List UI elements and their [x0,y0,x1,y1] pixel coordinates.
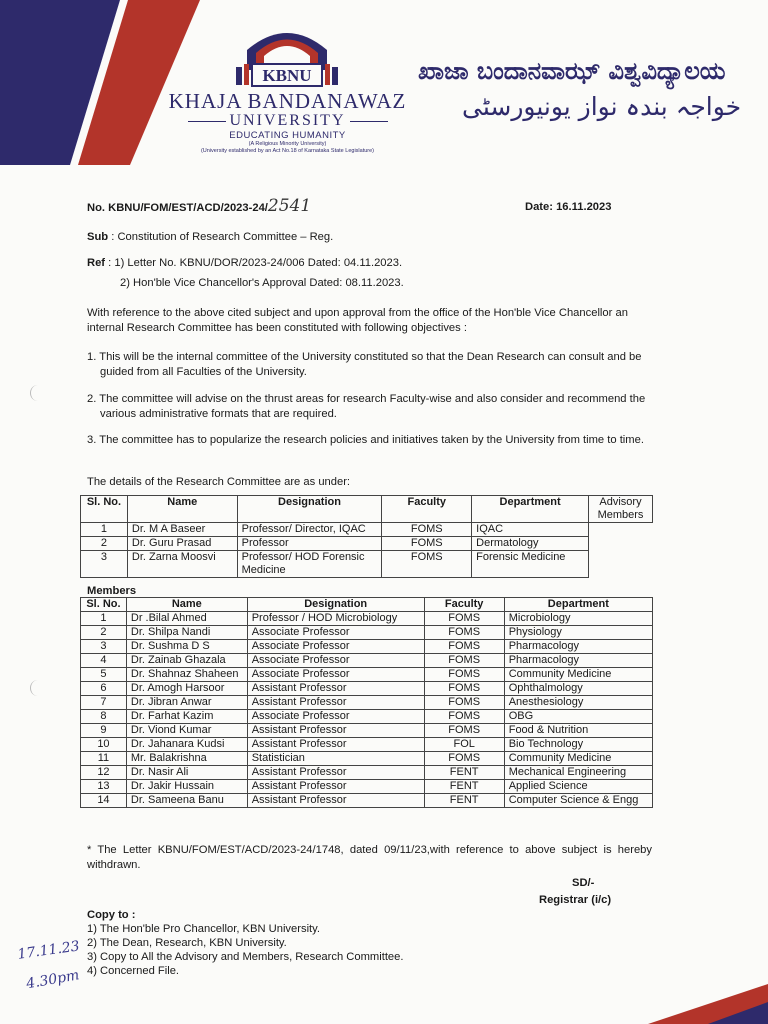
cell-faculty: FOMS [382,537,472,551]
col-sl-no: Sl. No. [81,496,128,523]
cell-sl-no: 3 [81,551,128,578]
col-department: Department [472,496,589,523]
urdu-name: خواجہ بندہ نواز یونیورسٹی [462,92,742,121]
details-intro: The details of the Research Committee are as under: [87,476,351,488]
cell-sl-no: 2 [81,626,127,640]
subject-line [87,230,333,244]
withdrawn-note: * The Letter KBNU/FOM/EST/ACD/2023-24/1748, dated 09/11/23,with reference to above subject is hereby withdrawn. [87,844,652,871]
table-row [81,696,653,710]
cell-department: Mechanical Engineering [504,766,652,780]
establishment-note: (University established by an Act No.18 of Karnataka State Legislature) [200,148,375,154]
logo-text: KBNU [262,66,312,85]
members-caption: Members [87,585,137,597]
cell-faculty: FOMS [382,551,472,578]
cell-sl-no: 3 [81,640,127,654]
cell-name: Dr. Shilpa Nandi [126,626,247,640]
cell-designation: Associate Professor [247,626,424,640]
kannada-name: ಖಾಜಾ ಬಂದಾನವಾಝ್ ವಿಶ್ವವಿದ್ಯಾಲಯ [418,57,726,85]
cell-faculty: FOMS [424,668,504,682]
cell-sl-no: 1 [81,612,127,626]
table-row [81,640,653,654]
cell-department: Applied Science [504,780,652,794]
table-row [81,626,653,640]
cell-department: Pharmacology [504,654,652,668]
cell-name: Dr. Jahanara Kudsi [126,738,247,752]
cell-department: Anesthesiology [504,696,652,710]
cell-designation: Assistant Professor [247,724,424,738]
cell-sl-no: 1 [81,523,128,537]
copy-to-item: 3) Copy to All the Advisory and Members, Research Committee. [87,951,404,963]
cell-sl-no: 2 [81,537,128,551]
cell-designation: Assistant Professor [247,738,424,752]
cell-department: Forensic Medicine [472,551,589,578]
table-row [81,780,653,794]
cell-name: Dr. Nasir Ali [126,766,247,780]
col-name: Name [126,598,247,612]
cell-name: Dr. Zainab Ghazala [126,654,247,668]
cell-faculty: FOMS [424,654,504,668]
cell-name: Dr. Zarna Moosvi [127,551,237,578]
copy-to-item: 2) The Dean, Research, KBN University. [87,937,287,949]
table-row [81,551,653,578]
cell-name: Dr .Bilal Ahmed [126,612,247,626]
objective-3: 3. The committee has to popularize the research policies and initiatives taken by the University from time to time. [87,434,644,446]
cell-faculty: FOMS [424,724,504,738]
intro-paragraph: With reference to the above cited subject and upon approval from the office of the Hon'ble Vice Chancellor an internal Research Committee has been constituted with following objectives : [87,307,628,334]
cell-sl-no: 4 [81,654,127,668]
cell-faculty: FOMS [424,752,504,766]
advisory-table [80,495,653,578]
cell-name: Dr. Viond Kumar [126,724,247,738]
cell-sl-no: 13 [81,780,127,794]
cell-department: Bio Technology [504,738,652,752]
cell-faculty: FOL [424,738,504,752]
cell-name: Dr. Shahnaz Shaheen [126,668,247,682]
corner-decoration-bottom [608,984,768,1024]
table-row [81,752,653,766]
table-row [81,724,653,738]
motto: EDUCATING HUMANITY [229,130,346,141]
letter-number-label: No. KBNU/FOM/EST/ACD/2023-24/ [87,202,268,214]
cell-name: Mr. Balakrishna [126,752,247,766]
cell-department: Community Medicine [504,752,652,766]
cell-department: Dermatology [472,537,589,551]
cell-department: Ophthalmology [504,682,652,696]
cell-faculty: FENT [424,780,504,794]
cell-designation: Professor/ Director, IQAC [237,523,382,537]
table-row [81,682,653,696]
cell-department: Computer Science & Engg [504,794,652,808]
cell-sl-no: 11 [81,752,127,766]
university-name: KHAJA BANDANAWAZ [168,89,407,113]
letter-date: Date: 16.11.2023 [525,201,612,213]
handwritten-date: 17.11.23 [16,938,81,963]
cell-faculty: FOMS [424,696,504,710]
col-designation: Designation [237,496,382,523]
table-row [81,654,653,668]
col-sl-no: Sl. No. [81,598,127,612]
cell-faculty: FENT [424,794,504,808]
members-header-row [81,598,653,612]
registrar-signature: Registrar (i/c) [539,894,612,906]
reference-line-1 [87,256,402,270]
university-word-line [165,112,410,130]
reference-1: : 1) Letter No. KBNU/DOR/2023-24/006 Dated: 04.11.2023. [108,257,403,269]
cell-faculty: FOMS [424,626,504,640]
cell-sl-no: 10 [81,738,127,752]
cell-sl-no: 6 [81,682,127,696]
kbnu-logo [232,20,342,92]
cell-name: Dr. Jibran Anwar [126,696,247,710]
col-designation: Designation [247,598,424,612]
university-word: UNIVERSITY [229,112,346,129]
cell-faculty: FENT [424,766,504,780]
cell-faculty: FOMS [424,612,504,626]
table-row [81,738,653,752]
members-table [80,597,653,808]
cell-designation: Statistician [247,752,424,766]
cell-designation: Assistant Professor [247,696,424,710]
minority-note: (A Religious Minority University) [248,141,327,147]
punch-hole-mark [30,680,45,696]
cell-faculty: FOMS [382,523,472,537]
cell-sl-no: 8 [81,710,127,724]
cell-designation: Professor / HOD Microbiology [247,612,424,626]
subject-text: : Constitution of Research Committee – Reg. [111,231,334,243]
cell-designation: Assistant Professor [247,766,424,780]
col-name: Name [127,496,237,523]
sd-mark: SD/- [572,877,595,889]
cell-designation: Associate Professor [247,654,424,668]
cell-designation: Associate Professor [247,710,424,724]
objective-1: 1. This will be the internal committee of the University constituted so that the Dean Research can consult and be guided from all Faculties of the University. [87,351,642,378]
col-department: Department [504,598,652,612]
cell-sl-no: 9 [81,724,127,738]
advisory-members-label: Advisory Members [588,496,652,523]
copy-to-label: Copy to : [87,909,136,921]
cell-department: Pharmacology [504,640,652,654]
cell-designation: Assistant Professor [247,794,424,808]
cell-name: Dr. Sameena Banu [126,794,247,808]
cell-designation: Associate Professor [247,668,424,682]
cell-sl-no: 7 [81,696,127,710]
table-row [81,794,653,808]
cell-department: Community Medicine [504,668,652,682]
objective-2: 2. The committee will advise on the thrust areas for research Faculty-wise and also consider and recommend the various administrative formats that are required. [87,393,646,420]
cell-sl-no: 5 [81,668,127,682]
cell-name: Dr. Jakir Hussain [126,780,247,794]
cell-faculty: FOMS [424,710,504,724]
col-faculty: Faculty [424,598,504,612]
reference-label: Ref [87,257,106,269]
cell-designation: Associate Professor [247,640,424,654]
cell-sl-no: 14 [81,794,127,808]
cell-name: Dr. Amogh Harsoor [126,682,247,696]
cell-department: Food & Nutrition [504,724,652,738]
table-row [81,537,653,551]
cell-department: OBG [504,710,652,724]
table-row [81,523,653,537]
cell-designation: Assistant Professor [247,780,424,794]
cell-faculty: FOMS [424,640,504,654]
table-row [81,766,653,780]
table-row [81,668,653,682]
cell-department: Physiology [504,626,652,640]
cell-designation: Professor [237,537,382,551]
handwritten-receipt-note [16,935,88,995]
letter-number-handwritten: 2541 [267,196,312,216]
advisory-header-row [81,496,653,523]
cell-department: IQAC [472,523,589,537]
table-row [81,710,653,724]
reference-2: 2) Hon'ble Vice Chancellor's Approval Dated: 08.11.2023. [120,277,404,289]
letter-number [87,196,312,216]
copy-to-item: 4) Concerned File. [87,965,180,977]
cell-designation: Assistant Professor [247,682,424,696]
copy-to-item: 1) The Hon'ble Pro Chancellor, KBN University. [87,923,321,935]
col-faculty: Faculty [382,496,472,523]
cell-designation: Professor/ HOD Forensic Medicine [237,551,382,578]
table-row [81,612,653,626]
subject-label: Sub [87,231,109,243]
cell-name: Dr. Farhat Kazim [126,710,247,724]
punch-hole-mark [30,385,45,401]
university-name-block [165,90,410,155]
cell-sl-no: 12 [81,766,127,780]
cell-name: Dr. M A Baseer [127,523,237,537]
cell-faculty: FOMS [424,682,504,696]
cell-name: Dr. Guru Prasad [127,537,237,551]
cell-name: Dr. Sushma D S [126,640,247,654]
cell-department: Microbiology [504,612,652,626]
handwritten-time: 4.30pm [25,967,81,993]
